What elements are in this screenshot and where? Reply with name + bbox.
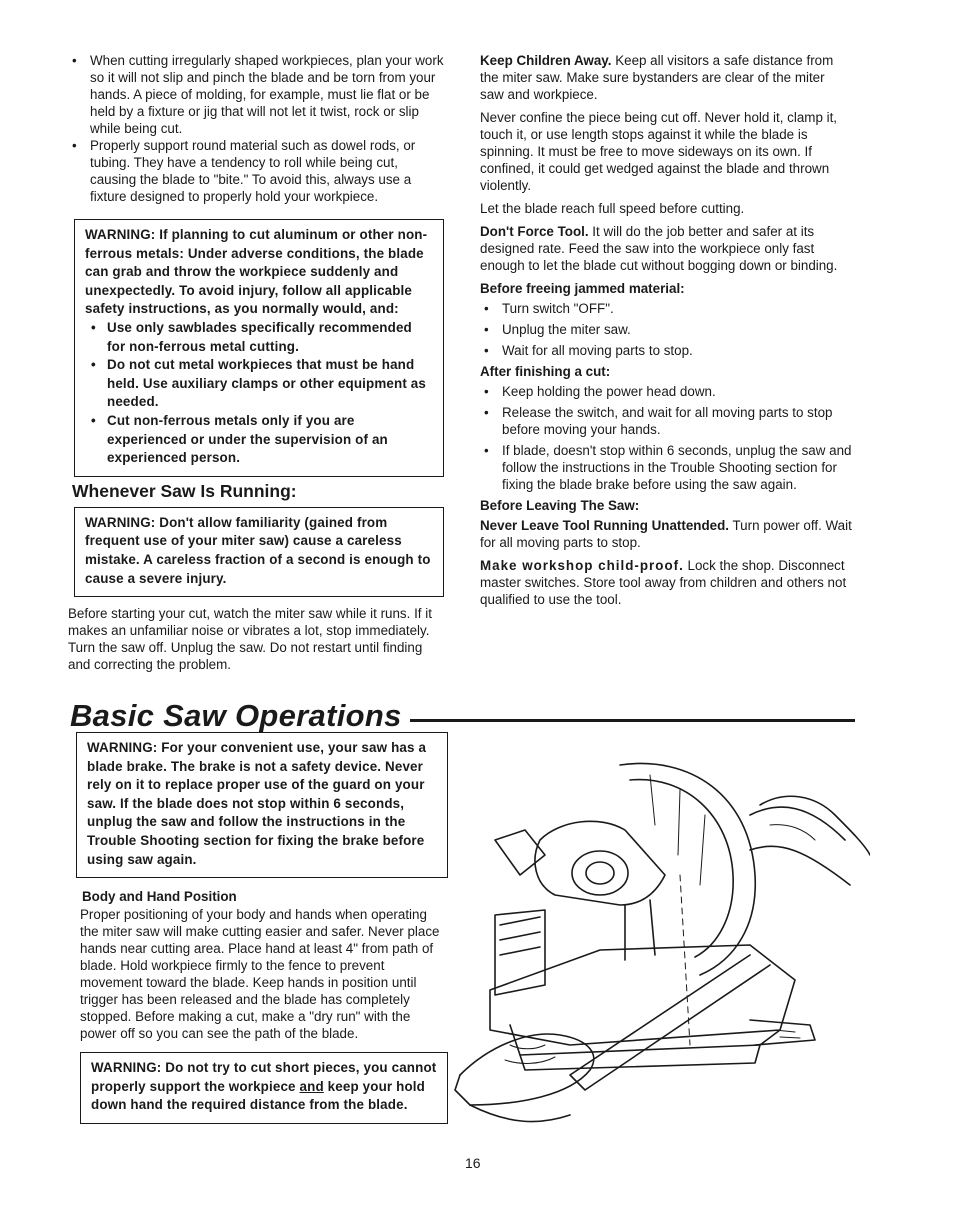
warning-aluminum-item: • Use only sawblades specifically recommended for non-ferrous metal cutting.: [85, 319, 433, 356]
motor-arbor-circle: [572, 851, 628, 895]
left-arm-line: [470, 1105, 570, 1122]
basic-title-text: Basic Saw Operations: [70, 698, 402, 733]
saw-table-shape: [490, 945, 795, 1045]
dont-force-lead: Don't Force Tool.: [480, 224, 589, 239]
paragraph-never-leave: [480, 517, 852, 551]
child-proof-text: Lock the shop. Disconnect master switches. Store tool away from children and others not qualified to use the tool.: [480, 558, 847, 607]
saw-arm: [625, 900, 655, 960]
blade-guard-outer: [620, 763, 755, 975]
warning-aluminum-item: • Do not cut metal workpieces that must be hand held. Use auxiliary clamps or other equipment as needed.: [85, 356, 433, 412]
jammed-item: • Unplug the miter saw.: [480, 321, 852, 338]
warning-aluminum-item: • Cut non-ferrous metals only if you are experienced or under the supervision of an experienced person.: [85, 412, 433, 468]
section-title-basic-saw-operations: [70, 695, 855, 733]
blade-guard-inner: [630, 780, 733, 957]
motor-housing: [535, 821, 665, 905]
miter-saw-illustration: [450, 745, 870, 1125]
paragraph-body-hand-position: Proper positioning of your body and hands when operating the miter saw will make cutting easier and safer. Never place hands near cutting area. Place hand at least 4" from path of blade. Hold workpiece firmly to the fence to prevent movement toward the blade. Keep hands in position until trigger has been released and the blade has completely stopped. Before making a cut, make a "dry run" with the power off so you can see the path of the blade.: [80, 907, 440, 1042]
finishing-item: • If blade, doesn't stop within 6 seconds, unplug the saw and follow the instructions in the Trouble Shooting section for fixing the blade brake before using the saw again.: [480, 442, 852, 493]
warning-short-and: and: [299, 1078, 324, 1094]
subheading-jammed: Before freeing jammed material:: [480, 281, 685, 296]
saw-fence-left: [495, 910, 545, 995]
motor-end-cap: [495, 830, 545, 875]
right-column: [480, 52, 852, 614]
bullet-round-material: • Properly support round material such as dowel rods, or tubing. They have a tendency to roll while being cut, causing the blade to "bite." To avoid this, always use a fixture designed to properly hold your workpiece.: [68, 137, 444, 205]
page-number: 16: [465, 1155, 481, 1171]
saw-handle: [750, 807, 850, 885]
left-column-bottom: [76, 732, 448, 1124]
paragraph-let-blade: Let the blade reach full speed before cutting.: [480, 201, 745, 216]
bullet-irregular-workpieces: • When cutting irregularly shaped workpieces, plan your work so it will not slip and pinch the blade and be torn from your hands. A piece of molding, for example, must lie flat or be held by a fixture or jig that will not let it twist, rock or slip while being cut.: [68, 52, 444, 137]
jammed-item: • Wait for all moving parts to stop.: [480, 342, 852, 359]
warning-aluminum-intro: WARNING: If planning to cut aluminum or other non-ferrous metals: Under adverse conditions, the blade can grab and throw the workpiece suddenly and unexpectedly. To avoid injury, follow all applicable safety instructions, as you normally would, and:: [85, 227, 428, 317]
warning-short-part-b: keep your hold down hand the required distance from the blade.: [91, 1078, 426, 1113]
motor-arbor-inner: [586, 862, 614, 884]
section-heading-running: Whenever Saw Is Running:: [72, 480, 297, 501]
finishing-item: • Keep holding the power head down.: [480, 383, 852, 400]
warning-box-blade-brake: WARNING: For your convenient use, your saw has a blade brake. The brake is not a safety device. Never rely on it to replace proper use of the guard on your saw. If the blade does not stop within 6 seconds, unplug the saw and follow the instructions in the Trouble Shooting section for fixing the brake before using saw again.: [76, 732, 448, 878]
workpiece-board: [570, 955, 770, 1090]
never-leave-text: Turn power off. Wait for all moving parts to stop.: [480, 518, 852, 550]
warning-box-short-pieces: [80, 1052, 448, 1124]
keep-children-text: Keep all visitors a safe distance from the miter saw. Make sure bystanders are clear of the miter saw and workpiece.: [480, 53, 834, 102]
keep-children-lead: Keep Children Away.: [480, 53, 612, 68]
saw-base-bottom: [520, 1045, 760, 1070]
paragraph-child-proof: [480, 557, 852, 608]
left-hand-wrist: [455, 1075, 470, 1105]
paragraph-keep-children: [480, 52, 852, 103]
subheading-body-hand-position: Body and Hand Position: [82, 889, 237, 905]
dont-force-text: It will do the job better and safer at its designed rate. Feed the saw into the workpiece only fast enough to let the blade cut without bogging down or binding.: [480, 224, 838, 273]
paragraph-before-starting: Before starting your cut, watch the miter saw while it runs. If it makes an unfamiliar noise or vibrates a lot, stop immediately. Turn the saw off. Unplug the saw. Do not restart until finding and correcting the problem.: [68, 606, 432, 673]
subheading-leaving: Before Leaving The Saw:: [480, 498, 640, 513]
title-rule: [410, 719, 855, 722]
warning-short-part-a: WARNING: Do not try to cut short pieces, you cannot properly support the workpiece: [91, 1060, 437, 1094]
warning-box-familiarity: WARNING: Don't allow familiarity (gained from frequent use of your miter saw) cause a careless mistake. A careless fraction of a second is enough to cause a severe injury.: [74, 507, 444, 597]
child-proof-lead: Make workshop child-proof.: [480, 558, 684, 573]
jammed-item: • Turn switch "OFF".: [480, 300, 852, 317]
paragraph-dont-force: [480, 223, 852, 274]
warning-box-aluminum: [74, 219, 444, 477]
never-leave-lead: Never Leave Tool Running Unattended.: [480, 518, 729, 533]
paragraph-never-confine: Never confine the piece being cut off. Never hold it, clamp it, touch it, or use length stops against it while the blade is spinning. It must be free to move sideways on its own. If confined, it could get wedged against the blade and thrown violently.: [480, 110, 838, 193]
finishing-item: • Release the switch, and wait for all moving parts to stop before moving your hands.: [480, 404, 852, 438]
left-column-top: [68, 52, 444, 679]
right-hand-fingers: [770, 825, 815, 840]
subheading-finishing: After finishing a cut:: [480, 364, 611, 379]
fence-detail-lines: [500, 917, 540, 955]
